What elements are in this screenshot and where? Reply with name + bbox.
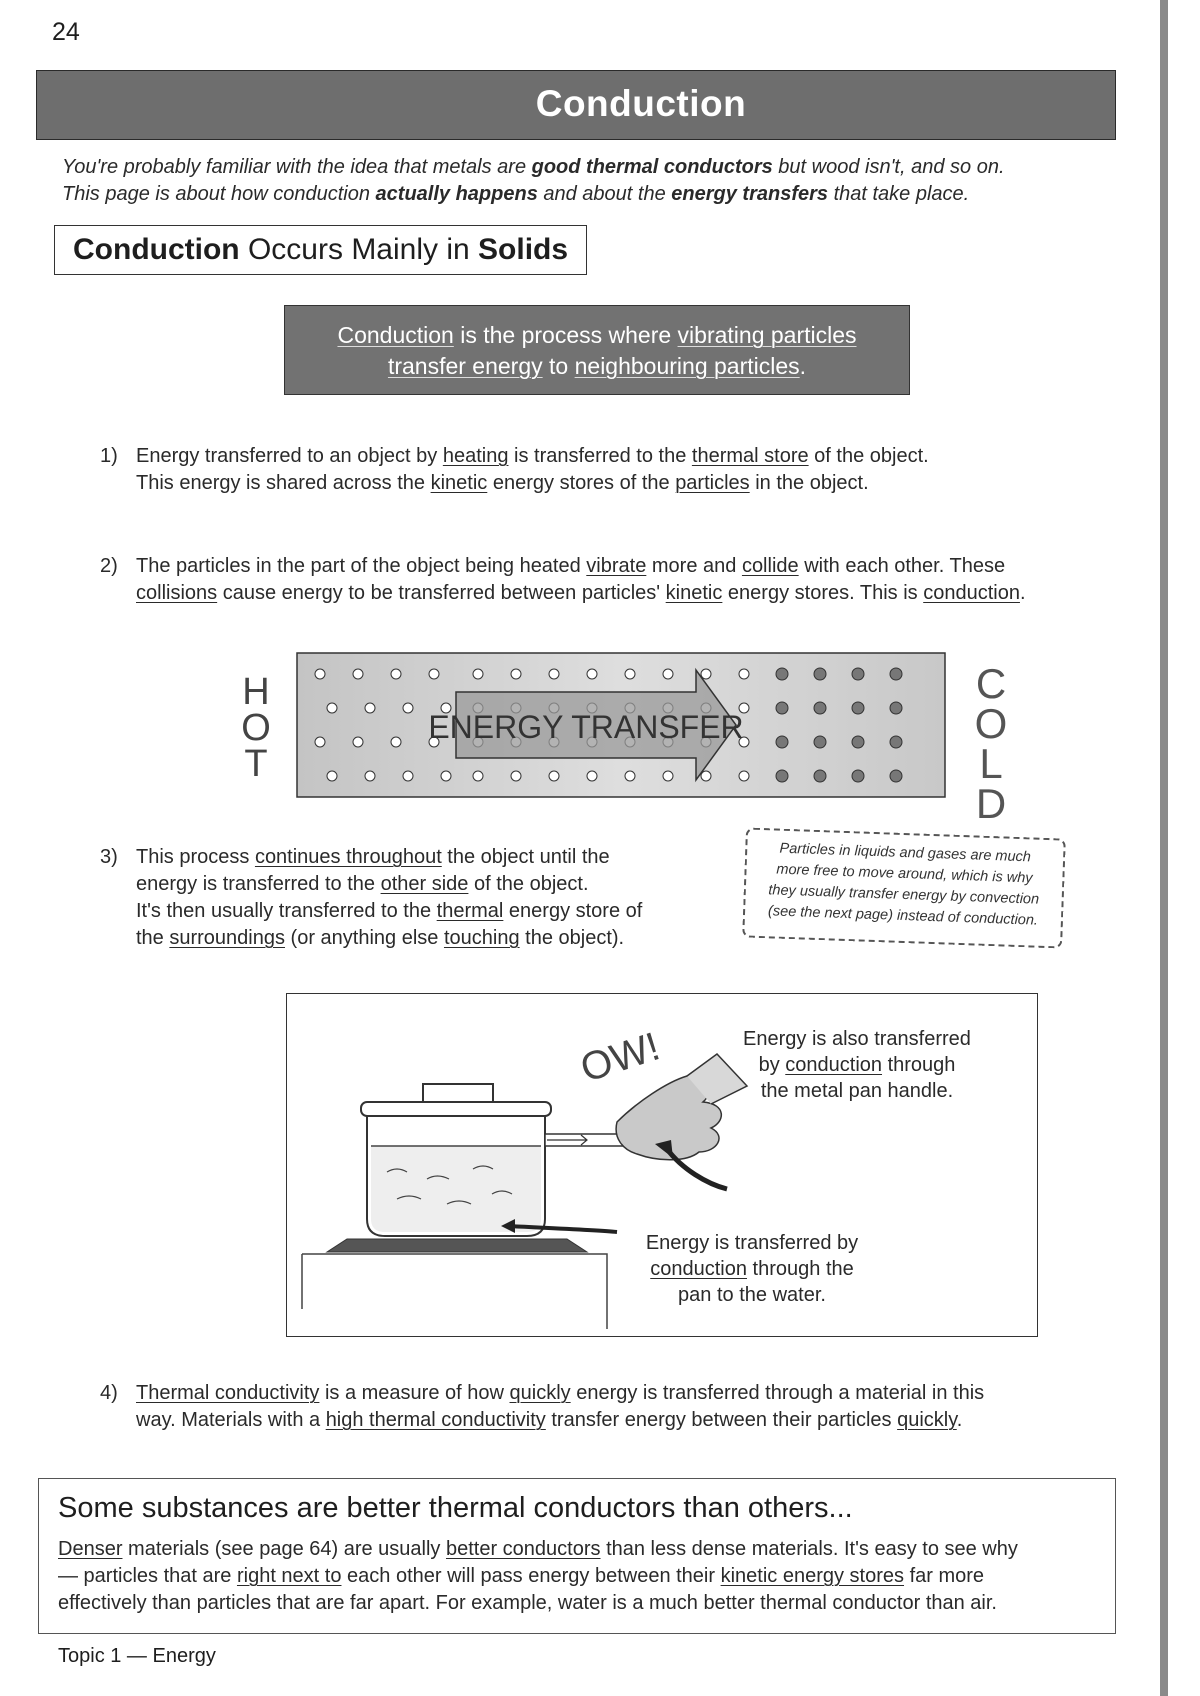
particle	[890, 668, 902, 680]
ow-exclamation: OW!	[575, 1024, 666, 1091]
cold-label: C O L D	[974, 660, 1008, 827]
particle	[852, 770, 864, 782]
particle	[701, 771, 711, 781]
particle	[814, 770, 826, 782]
point-2: 2) The particles in the part of the object being heated vibrate more and collide with each other. These collisions cause energy to be transferred between particles' kinetic energy stores. This is conduction.	[100, 555, 1026, 604]
particle	[663, 771, 673, 781]
particle	[663, 669, 673, 679]
footer-topic: Topic 1 — Energy	[58, 1645, 216, 1667]
particle	[473, 771, 483, 781]
particle	[814, 668, 826, 680]
particle	[776, 736, 788, 748]
particle	[403, 703, 413, 713]
base-caption: Energy is transferred by conduction through the pan to the water.	[645, 1232, 859, 1306]
hot-label: H O T	[241, 671, 271, 785]
summary-text: Denser materials (see page 64) are usually better conductors than less dense materials. It's easy to see why — particles that are right next to each other will pass energy between their kinetic energy stores far more effectively than particles that are far apart. For example, water is a much better thermal conductor than air.	[58, 1538, 1018, 1614]
particle	[441, 771, 451, 781]
page-title: Conduction	[535, 83, 747, 124]
particle	[701, 669, 711, 679]
particle	[327, 703, 337, 713]
particle	[852, 668, 864, 680]
particle	[890, 770, 902, 782]
particle	[852, 702, 864, 714]
particle	[739, 669, 749, 679]
particle-diagram	[296, 652, 946, 798]
particle	[814, 702, 826, 714]
section-heading: Conduction Occurs Mainly in Solids	[54, 225, 587, 275]
title-banner	[36, 70, 1116, 140]
intro-text: You're probably familiar with the idea that metals are good thermal conductors but wood isn't, and so on. This page is about how conduction actually happens and about the energy transfers that take place.	[62, 156, 1005, 205]
particle	[353, 737, 363, 747]
particle	[429, 669, 439, 679]
particle	[776, 702, 788, 714]
point-3: 3) This process continues throughout the object until the energy is transferred to the other side of the object. It's then usually transferred to the thermal energy store of the surroundings (or anything else touching the object).	[100, 846, 643, 949]
particle	[890, 736, 902, 748]
page-edge-bar	[1160, 0, 1168, 1696]
particle	[327, 771, 337, 781]
definition-box: Conduction is the process where vibrating particles transfer energy to neighbouring particles.	[284, 305, 910, 395]
summary-title: Some substances are better thermal conductors than others...	[58, 1492, 853, 1524]
particle	[814, 736, 826, 748]
particle	[511, 669, 521, 679]
handle-caption: Energy is also transferred by conduction through the metal pan handle.	[743, 1028, 971, 1102]
particle	[625, 669, 635, 679]
particle	[403, 771, 413, 781]
particle	[739, 771, 749, 781]
point-4: 4) Thermal conductivity is a measure of how quickly energy is transferred through a material in this way. Materials with a high thermal conductivity transfer energy between their particles quickly.	[100, 1382, 985, 1431]
side-note: Particles in liquids and gases are much more free to move around, which is why they usually transfer energy by convection (see the next page) instead of conduction.	[742, 827, 1066, 948]
particle	[587, 771, 597, 781]
point-1: 1) Energy transferred to an object by heating is transferred to the thermal store of the object. This energy is shared across the kinetic energy stores of the particles in the object.	[100, 445, 929, 494]
particle	[391, 669, 401, 679]
energy-transfer-label: ENERGY TRANSFER	[428, 709, 744, 745]
particle	[776, 668, 788, 680]
particle	[549, 771, 559, 781]
page-number: 24	[52, 18, 80, 46]
particle	[587, 669, 597, 679]
particle	[776, 770, 788, 782]
particle	[353, 669, 363, 679]
particle	[890, 702, 902, 714]
particle	[315, 737, 325, 747]
particle	[852, 736, 864, 748]
particle	[549, 669, 559, 679]
particle	[315, 669, 325, 679]
particle	[625, 771, 635, 781]
particle	[365, 771, 375, 781]
saucepan-diagram	[286, 993, 1038, 1337]
particle	[391, 737, 401, 747]
particle	[365, 703, 375, 713]
particle	[473, 669, 483, 679]
particle	[511, 771, 521, 781]
